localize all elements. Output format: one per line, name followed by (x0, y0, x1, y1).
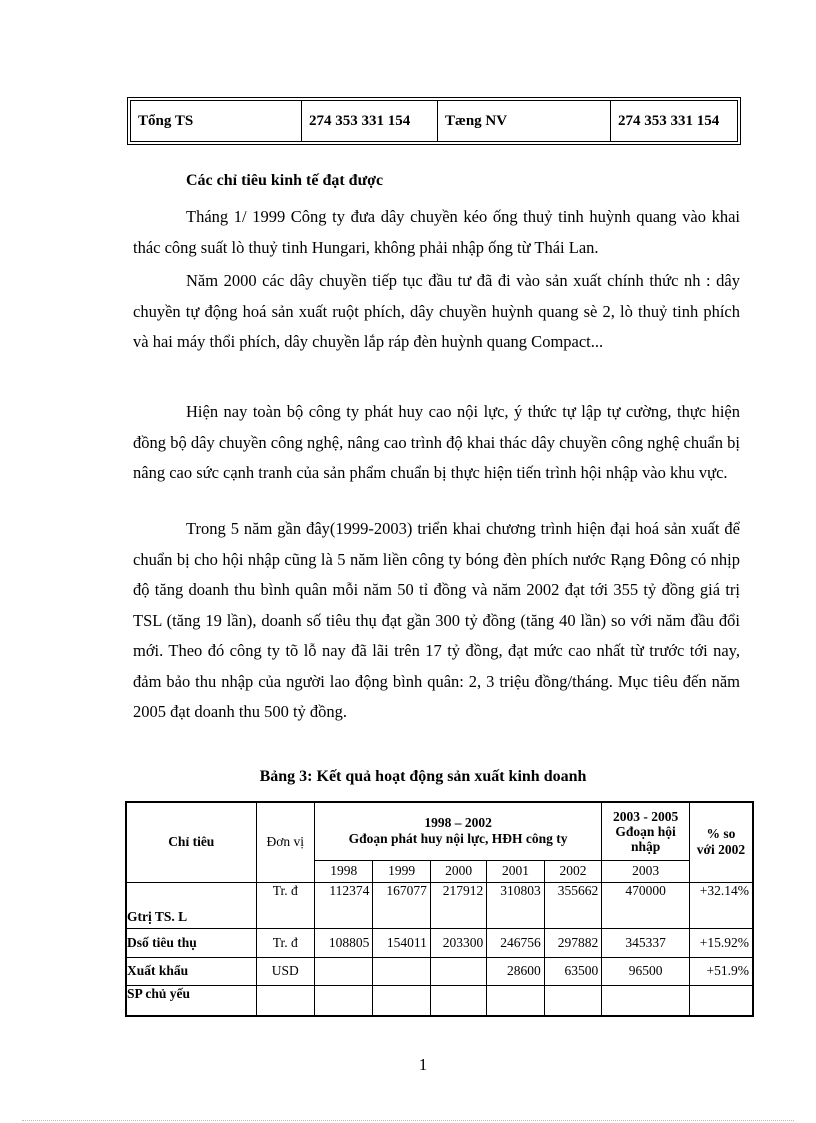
total-capital-label: Tæng NV (438, 101, 611, 141)
cell-1998 (314, 985, 372, 1016)
cell-1999 (373, 985, 430, 1016)
year-1998: 1998 (314, 860, 372, 882)
cell-2003 (602, 985, 690, 1016)
total-assets-value: 274 353 331 154 (302, 101, 438, 141)
table-row (126, 928, 753, 957)
row-unit: USD (256, 957, 314, 985)
cell-pct (689, 985, 753, 1016)
year-1999: 1999 (373, 860, 430, 882)
cell-2002: 355662 (544, 882, 602, 928)
total-capital-value: 274 353 331 154 (618, 112, 720, 129)
cell-2001: 28600 (487, 957, 544, 985)
cell-1998: 108805 (314, 928, 372, 957)
period-1-range: 1998 – 2002 (424, 815, 492, 831)
cell-2000 (430, 985, 486, 1016)
cell-2000: 203300 (430, 928, 486, 957)
year-2002: 2002 (544, 860, 602, 882)
paragraph-3: Hiện nay toàn bộ công ty phát huy cao nội lực, ý thức tự lập tự cường, thực hiện đồng bộ dây chuyền công nghệ, nâng cao trình độ khai thác dây chuyền công nghệ chuẩn bị nâng cao sức cạnh tranh của sản phẩm chuẩn bị thực hiện tiến trình hội nhập vào khu vực. (133, 402, 740, 482)
cell-1999 (373, 957, 430, 985)
cell-pct: +32.14% (689, 882, 753, 928)
cell-2003: 96500 (602, 957, 690, 985)
cell-1999: 154011 (373, 928, 430, 957)
section-heading: Các chỉ tiêu kinh tế đạt được (186, 172, 384, 189)
cell-pct: +51.9% (689, 957, 753, 985)
total-assets-label: Tổng TS (131, 101, 302, 141)
header-period-1 (314, 802, 601, 860)
table-row (126, 882, 753, 928)
cell-2001: 310803 (487, 882, 544, 928)
year-2003: 2003 (602, 860, 690, 882)
cell-2002: 297882 (544, 928, 602, 957)
paragraph-2: Năm 2000 các dây chuyền tiếp tục đầu tư đã đi vào sản xuất chính thức nh : dây chuyền tự động hoá sản xuất ruột phích, dây chuyền huỳnh quang sè 2, lò thuỷ tinh phích và hai máy thổi phích, dây chuyền lắp ráp đèn huỳnh quang Compact... (133, 271, 740, 351)
row-indicator: Gtrị TS. L (126, 882, 256, 928)
table-row (126, 957, 753, 985)
cell-2001 (487, 985, 544, 1016)
cell-2003: 470000 (602, 882, 690, 928)
cell-2002: 63500 (544, 957, 602, 985)
paragraph-1: Tháng 1/ 1999 Công ty đưa dây chuyền kéo ống thuỷ tinh huỳnh quang vào khai thác công suất lò thuỷ tinh Hungari, không phải nhập ống từ Thái Lan. (133, 207, 740, 257)
row-indicator: Dsố tiêu thụ (126, 928, 256, 957)
table-row (126, 985, 753, 1016)
period-2-range: 2003 - 2005 (612, 808, 679, 824)
header-unit: Đơn vị (256, 802, 314, 882)
year-2000: 2000 (430, 860, 486, 882)
row-unit (256, 985, 314, 1016)
period-1-desc: Gđoạn phát huy nội lực, HĐH công ty (348, 831, 568, 847)
cell-2000 (430, 957, 486, 985)
cell-2003: 345337 (602, 928, 690, 957)
year-2001: 2001 (487, 860, 544, 882)
header-period-2 (602, 802, 690, 860)
header-indicator: Chỉ tiêu (126, 802, 256, 882)
paragraph-4: Trong 5 năm gần đây(1999-2003) triển khai chương trình hiện đại hoá sản xuất để chuẩn bị cho hội nhập cũng là 5 năm liền công ty bóng đèn phích nước Rạng Đông có nhịp độ tăng doanh thu bình quân mỗi năm 50 tỉ đồng và năm 2002 đạt tới 355 tỷ đồng giá trị TSL (tăng 19 lần), doanh số tiêu thụ đạt gần 300 tỷ đồng (tăng 40 lần) so với năm đầu đổi mới. Theo đó công ty tõ lỗ nay đã lãi trên 17 tỷ đồng, đạt mức cao nhất từ trước tới nay, đảm bảo thu nhập của người lao động bình quân: 2, 3 triệu đồng/tháng. Mục tiêu đến năm 2005 đạt doanh thu 500 tỷ đồng. (133, 519, 740, 721)
cell-1999: 167077 (373, 882, 430, 928)
header-pct: % so với 2002 (689, 802, 753, 882)
page-number: 1 (418, 1055, 428, 1074)
row-indicator: SP chủ yếu (126, 985, 256, 1016)
row-indicator: Xuất khẩu (126, 957, 256, 985)
cell-pct: +15.92% (689, 928, 753, 957)
cell-1998 (314, 957, 372, 985)
cell-2000: 217912 (430, 882, 486, 928)
table-title: Bảng 3: Kết quả hoạt động sản xuất kinh doanh (259, 768, 587, 785)
cell-2002 (544, 985, 602, 1016)
period-2-desc: Gđoạn hội nhập (615, 823, 676, 854)
cell-2001: 246756 (487, 928, 544, 957)
cell-1998: 112374 (314, 882, 372, 928)
results-table (125, 801, 754, 1017)
row-unit: Tr. đ (256, 882, 314, 928)
row-unit: Tr. đ (256, 928, 314, 957)
summary-table (127, 97, 741, 145)
page-bottom-divider (22, 1120, 794, 1121)
